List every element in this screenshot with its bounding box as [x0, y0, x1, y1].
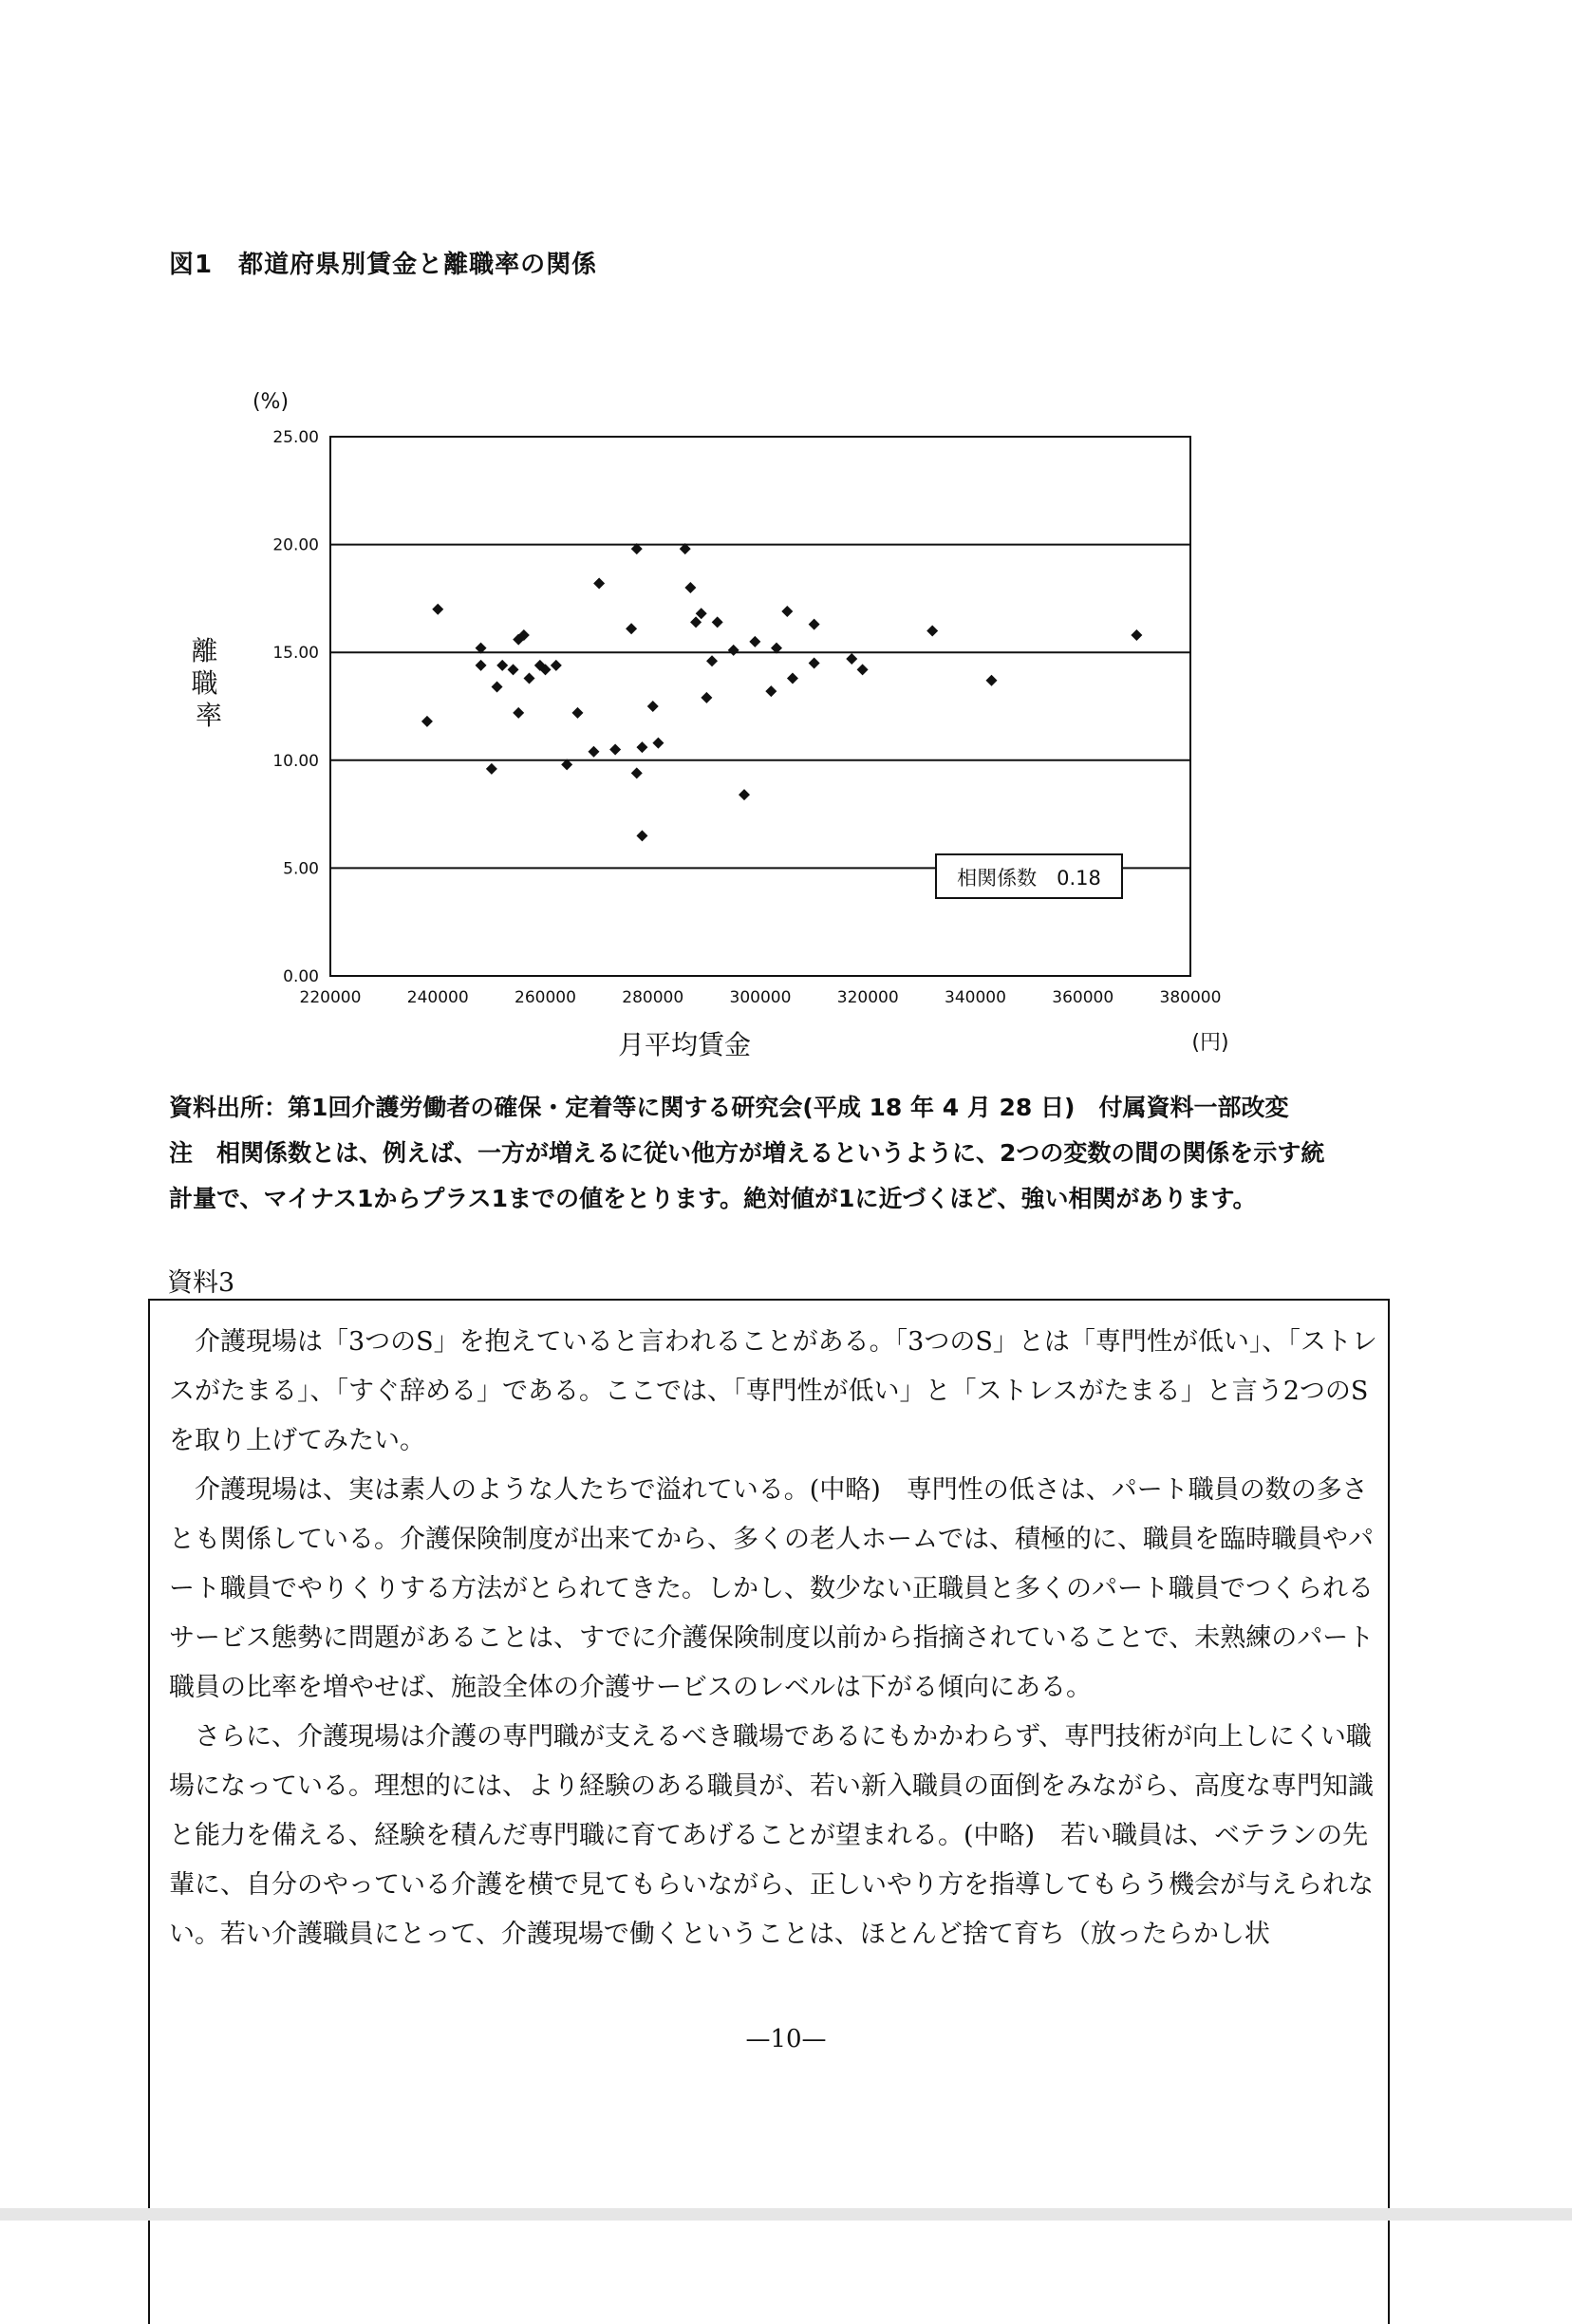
data-point	[809, 658, 820, 669]
paragraph-3: さらに、介護現場は介護の専門職が支えるべき職場であるにもかかわらず、専門技術が向上しにくい職場になっている。理想的には、より経験のある職員が、若い新入職員の面倒をみながら、高度な専門知識と能力を備える、経験を積んだ専門職に育てあげることが望まれる。(中略) 若い職員は、ベテランの先輩に、自分のやっている介護を横で見てもらいながら、正しいやり方を指導してもらう機会が与えられない。若い介護職員にとって、介護現場で働くということは、ほとんど捨て育ち（放ったらかし状	[169, 1722, 1374, 1949]
x-unit-label: (円)	[1191, 1031, 1229, 1055]
x-tick-label: 240000	[406, 988, 469, 1007]
y-axis-label: 離 職 率	[191, 635, 223, 731]
correlation-label: 相関係数 0.18	[957, 867, 1101, 890]
data-point	[476, 660, 487, 671]
x-tick-label: 340000	[945, 988, 1006, 1007]
data-point	[571, 707, 583, 719]
y-tick-label: 0.00	[283, 967, 319, 986]
paragraph-2: 介護現場は、実は素人のような人たちで溢れている。(中略) 専門性の低さは、パート職員の数の多さとも関係している。介護保険制度が出来てから、多くの老人ホームでは、積極的に、職員を臨時職員やパート職員でやりくりする方法がとられてきた。しかし、数少ない正職員と多くのパート職員でつくられるサービス態勢に問題があることは、すでに介護保険制度以前から指摘されていることで、未熟練のパート職員の比率を増やせば、施設全体の介護サービスのレベルは下がる傾向にある。	[169, 1475, 1375, 1702]
data-point	[626, 623, 637, 634]
data-point	[765, 685, 777, 697]
data-point	[513, 707, 524, 719]
x-tick-label: 300000	[729, 988, 792, 1007]
paragraph-1: 介護現場は「3つのS」を抱えていると言われることがある。「3つのS」とは「専門性が低い」、「ストレスがたまる」、「すぐ辞める」である。ここでは、「専門性が低い」と「ストレスがたまる」と言う2つのSを取り上げてみたい。	[169, 1327, 1377, 1455]
data-point	[749, 636, 760, 647]
data-point	[636, 741, 647, 753]
y-tick-label: 10.00	[272, 751, 319, 771]
data-point	[712, 616, 723, 628]
data-point	[985, 675, 997, 686]
source-note: 資料出所：第1回介護労働者の確保・定着等に関する研究会(平成 18 年 4 月 28 日) 付属資料一部改変	[169, 1094, 1289, 1121]
x-tick-label: 380000	[1159, 988, 1222, 1007]
data-point	[690, 616, 702, 628]
y-tick-label: 5.00	[283, 859, 319, 879]
x-tick-label: 320000	[836, 988, 899, 1007]
data-point	[593, 577, 605, 589]
y-axis-ticks	[272, 428, 319, 986]
x-tick-label: 360000	[1052, 988, 1114, 1007]
data-point	[421, 716, 433, 727]
data-point	[739, 789, 750, 800]
data-point	[432, 604, 443, 615]
x-tick-label: 220000	[299, 988, 362, 1007]
data-point	[647, 701, 659, 712]
note-line-2: 計量で、マイナス1からプラス1までの値をとります。絶対値が1に近づくほど、強い相関があります。	[169, 1185, 1257, 1212]
data-point	[857, 664, 869, 675]
scan-bottom-edge	[0, 2208, 1572, 2221]
data-point	[809, 619, 820, 630]
data-point	[1131, 629, 1142, 641]
material-label: 資料3	[167, 1268, 235, 1298]
data-point	[706, 655, 718, 666]
quoted-material-box	[148, 1299, 1390, 2324]
data-point	[696, 608, 707, 619]
y-tick-label: 15.00	[272, 644, 319, 664]
data-point	[684, 582, 696, 593]
x-tick-label: 280000	[622, 988, 684, 1007]
y-tick-label: 25.00	[272, 428, 319, 447]
data-point	[496, 660, 508, 671]
data-points	[421, 543, 1142, 841]
data-point	[781, 606, 793, 617]
data-point	[609, 743, 621, 755]
y-tick-label: 20.00	[272, 535, 319, 555]
data-point	[492, 682, 503, 693]
data-point	[701, 692, 712, 703]
data-point	[631, 767, 643, 778]
x-tick-label: 260000	[515, 988, 576, 1007]
data-point	[508, 664, 519, 675]
data-point	[926, 625, 938, 636]
x-axis-label: 月平均賃金	[617, 1029, 752, 1060]
data-point	[846, 653, 857, 665]
scatter-chart	[180, 384, 1244, 1087]
data-point	[551, 660, 562, 671]
data-point	[524, 672, 535, 684]
data-point	[787, 672, 798, 684]
figure-notes	[169, 1085, 1403, 1222]
data-point	[486, 763, 497, 775]
note-line-1: 注 相関係数とは、例えば、一方が増えるに従い他方が増えるというように、2つの変数の間の関係を示す統	[169, 1139, 1325, 1167]
data-point	[728, 645, 739, 656]
data-point	[588, 746, 599, 758]
data-point	[636, 830, 647, 841]
page-number: —10—	[745, 2025, 827, 2053]
data-point	[652, 738, 664, 749]
x-axis-ticks	[300, 988, 1222, 1007]
figure-title: 図1 都道府県別賃金と離職率の関係	[169, 251, 598, 279]
gridlines	[330, 545, 1190, 869]
y-unit-label: (%)	[252, 390, 290, 414]
